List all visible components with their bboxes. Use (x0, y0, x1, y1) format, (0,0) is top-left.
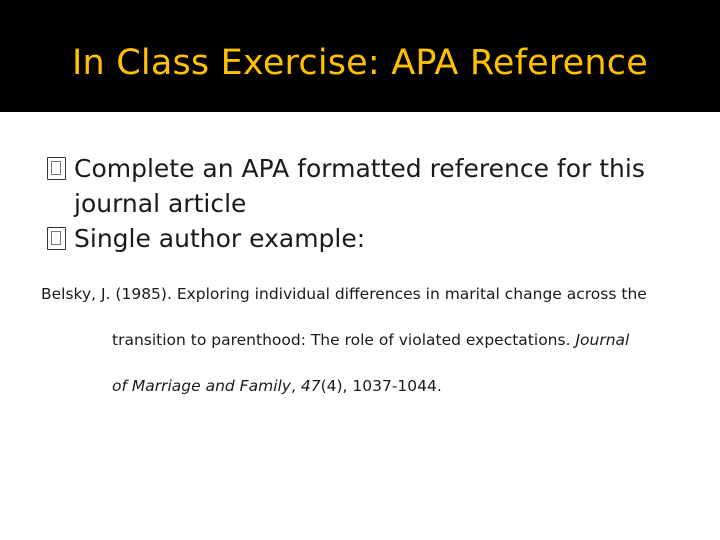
bullet-text: Complete an APA formatted reference for this journal article (74, 154, 645, 218)
journal-name-part: of Marriage and Family (112, 377, 291, 395)
reference-line (112, 374, 701, 398)
reference-example (41, 282, 701, 398)
bullet-text: Single author example: (74, 224, 366, 253)
bullet-item (47, 221, 687, 256)
slide-title: In Class Exercise: APA Reference (72, 43, 648, 83)
reference-line (112, 328, 701, 352)
journal-name-part: Journal (575, 331, 630, 349)
bullet-list (47, 151, 687, 256)
issue-pages: (4), 1037-1044. (320, 377, 442, 395)
volume-number: 47 (300, 377, 321, 395)
reference-text: Belsky, J. (1985). Exploring individual differences in marital change across the (41, 285, 647, 303)
reference-line (41, 282, 701, 306)
box-bullet-icon (47, 157, 66, 180)
reference-text: transition to parenthood: The role of violated expectations. (112, 331, 576, 349)
title-bar (0, 0, 720, 112)
box-bullet-icon (47, 227, 66, 250)
bullet-item (47, 151, 687, 221)
reference-separator: , (290, 377, 301, 395)
